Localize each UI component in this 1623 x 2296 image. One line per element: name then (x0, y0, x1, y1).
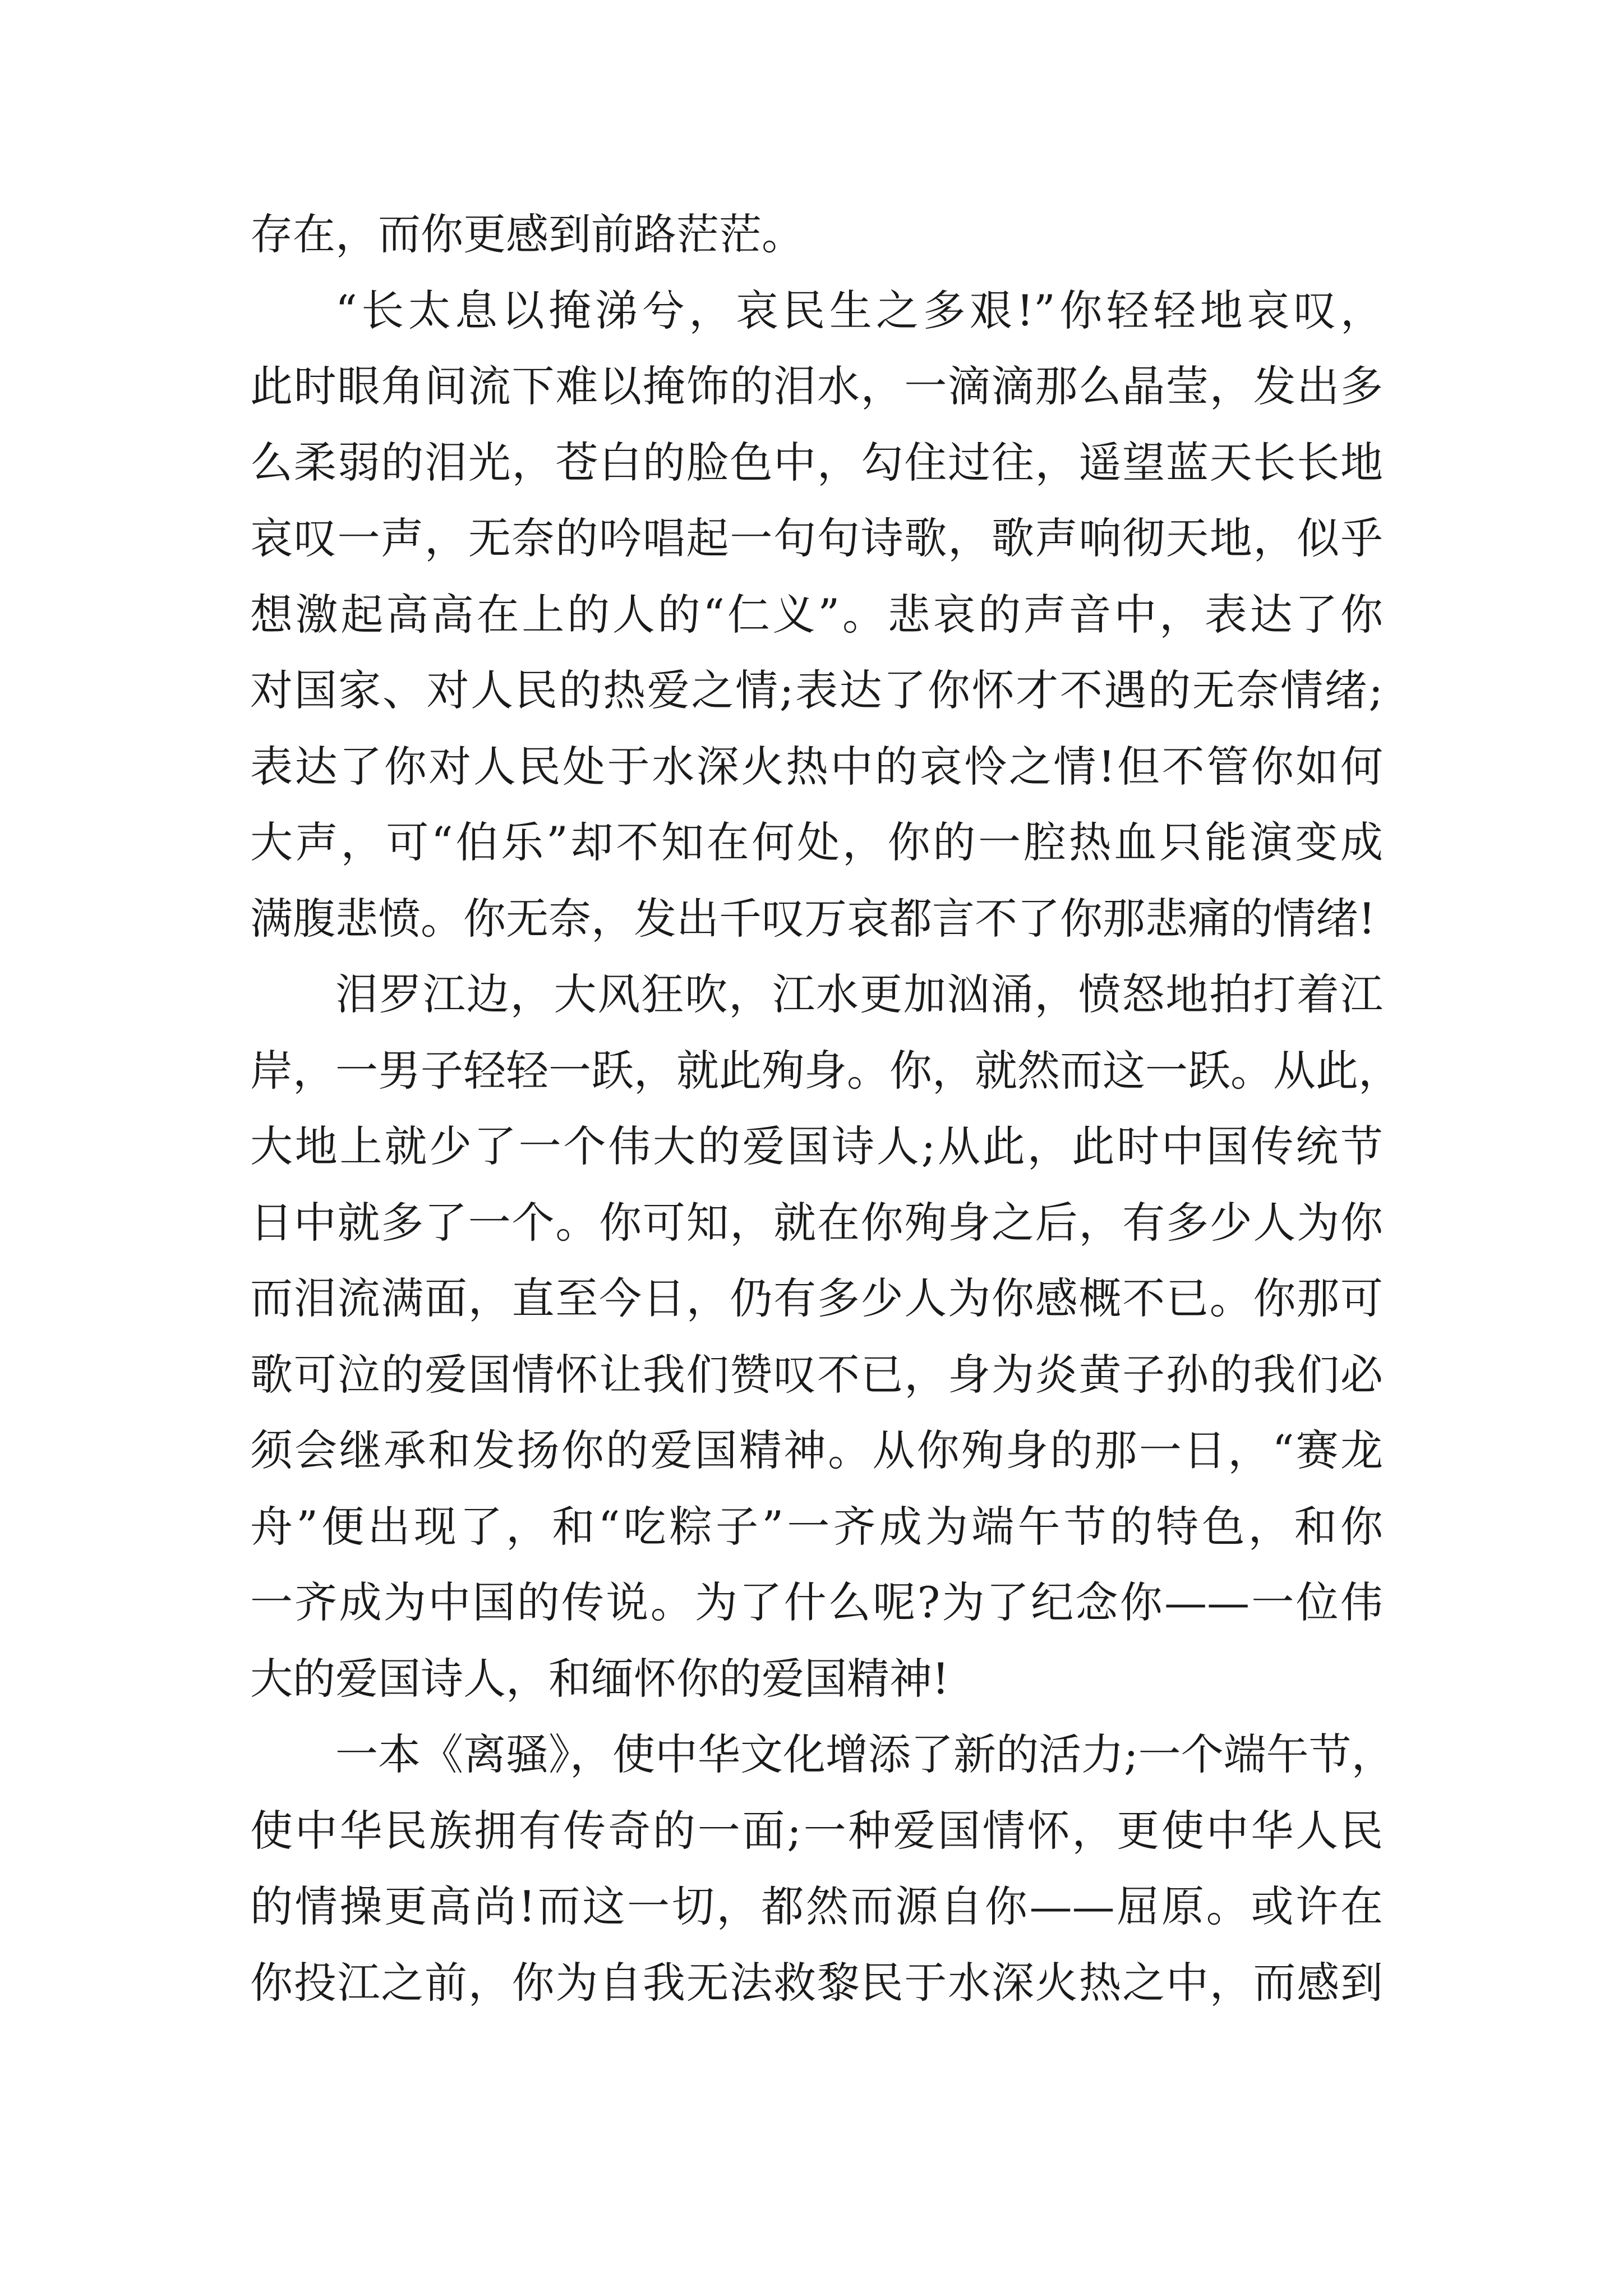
text-line: 大地上就少了一个伟大的爱国诗人;从此，此时中国传统节 (250, 1121, 1383, 1171)
text-line: 一本《离骚》，使中华文化增添了新的活力;一个端午节， (335, 1729, 1394, 1779)
text-line: 满腹悲愤。你无奈，发出千叹万哀都言不了你那悲痛的情绪! (250, 893, 1376, 944)
text-line: 存在，而你更感到前路茫茫。 (250, 209, 804, 259)
text-line: 表达了你对人民处于水深火热中的哀怜之情!但不管你如何 (250, 741, 1383, 792)
text-line: 想激起高高在上的人的“仁义”。悲哀的声音中，表达了你 (250, 589, 1383, 639)
text-line: 对国家、对人民的热爱之情;表达了你怀才不遇的无奈情绪; (250, 665, 1383, 715)
text-line: 日中就多了一个。你可知，就在你殉身之后，有多少人为你 (250, 1197, 1383, 1248)
text-line: 大声，可“伯乐”却不知在何处，你的一腔热血只能演变成 (250, 817, 1383, 867)
text-line: 使中华民族拥有传奇的一面;一种爱国情怀，更使中华人民 (250, 1805, 1383, 1856)
text-line: 岸，一男子轻轻一跃，就此殉身。你，就然而这一跃。从此， (250, 1045, 1401, 1096)
text-line: 一齐成为中国的传说。为了什么呢?为了纪念你——一位伟 (250, 1577, 1383, 1627)
essay-body (250, 196, 1401, 2021)
text-line: 须会继承和发扬你的爱国精神。从你殉身的那一日，“赛龙 (250, 1425, 1383, 1475)
text-line: 歌可泣的爱国情怀让我们赞叹不已，身为炎黄子孙的我们必 (250, 1349, 1383, 1400)
text-line: 么柔弱的泪光，苍白的脸色中，勾住过往，遥望蓝天长长地 (250, 437, 1383, 487)
text-line: 的情操更高尚!而这一切，都然而源自你——屈原。或许在 (250, 1881, 1383, 1931)
text-line: “长太息以掩涕兮，哀民生之多艰!”你轻轻地哀叹， (335, 285, 1383, 335)
text-line: 而泪流满面，直至今日，仍有多少人为你感概不已。你那可 (250, 1273, 1383, 1323)
text-line: 哀叹一声，无奈的吟唱起一句句诗歌，歌声响彻天地，似乎 (250, 513, 1383, 563)
text-line: 此时眼角间流下难以掩饰的泪水，一滴滴那么晶莹，发出多 (250, 361, 1383, 411)
text-line: 泪罗江边，大风狂吹，江水更加汹涌，愤怒地拍打着江 (335, 969, 1383, 1019)
text-line: 舟”便出现了，和“吃粽子”一齐成为端午节的特色，和你 (250, 1501, 1383, 1552)
text-line: 大的爱国诗人，和缅怀你的爱国精神! (250, 1653, 949, 1704)
text-line: 你投江之前，你为自我无法救黎民于水深火热之中，而感到 (250, 1957, 1383, 2008)
